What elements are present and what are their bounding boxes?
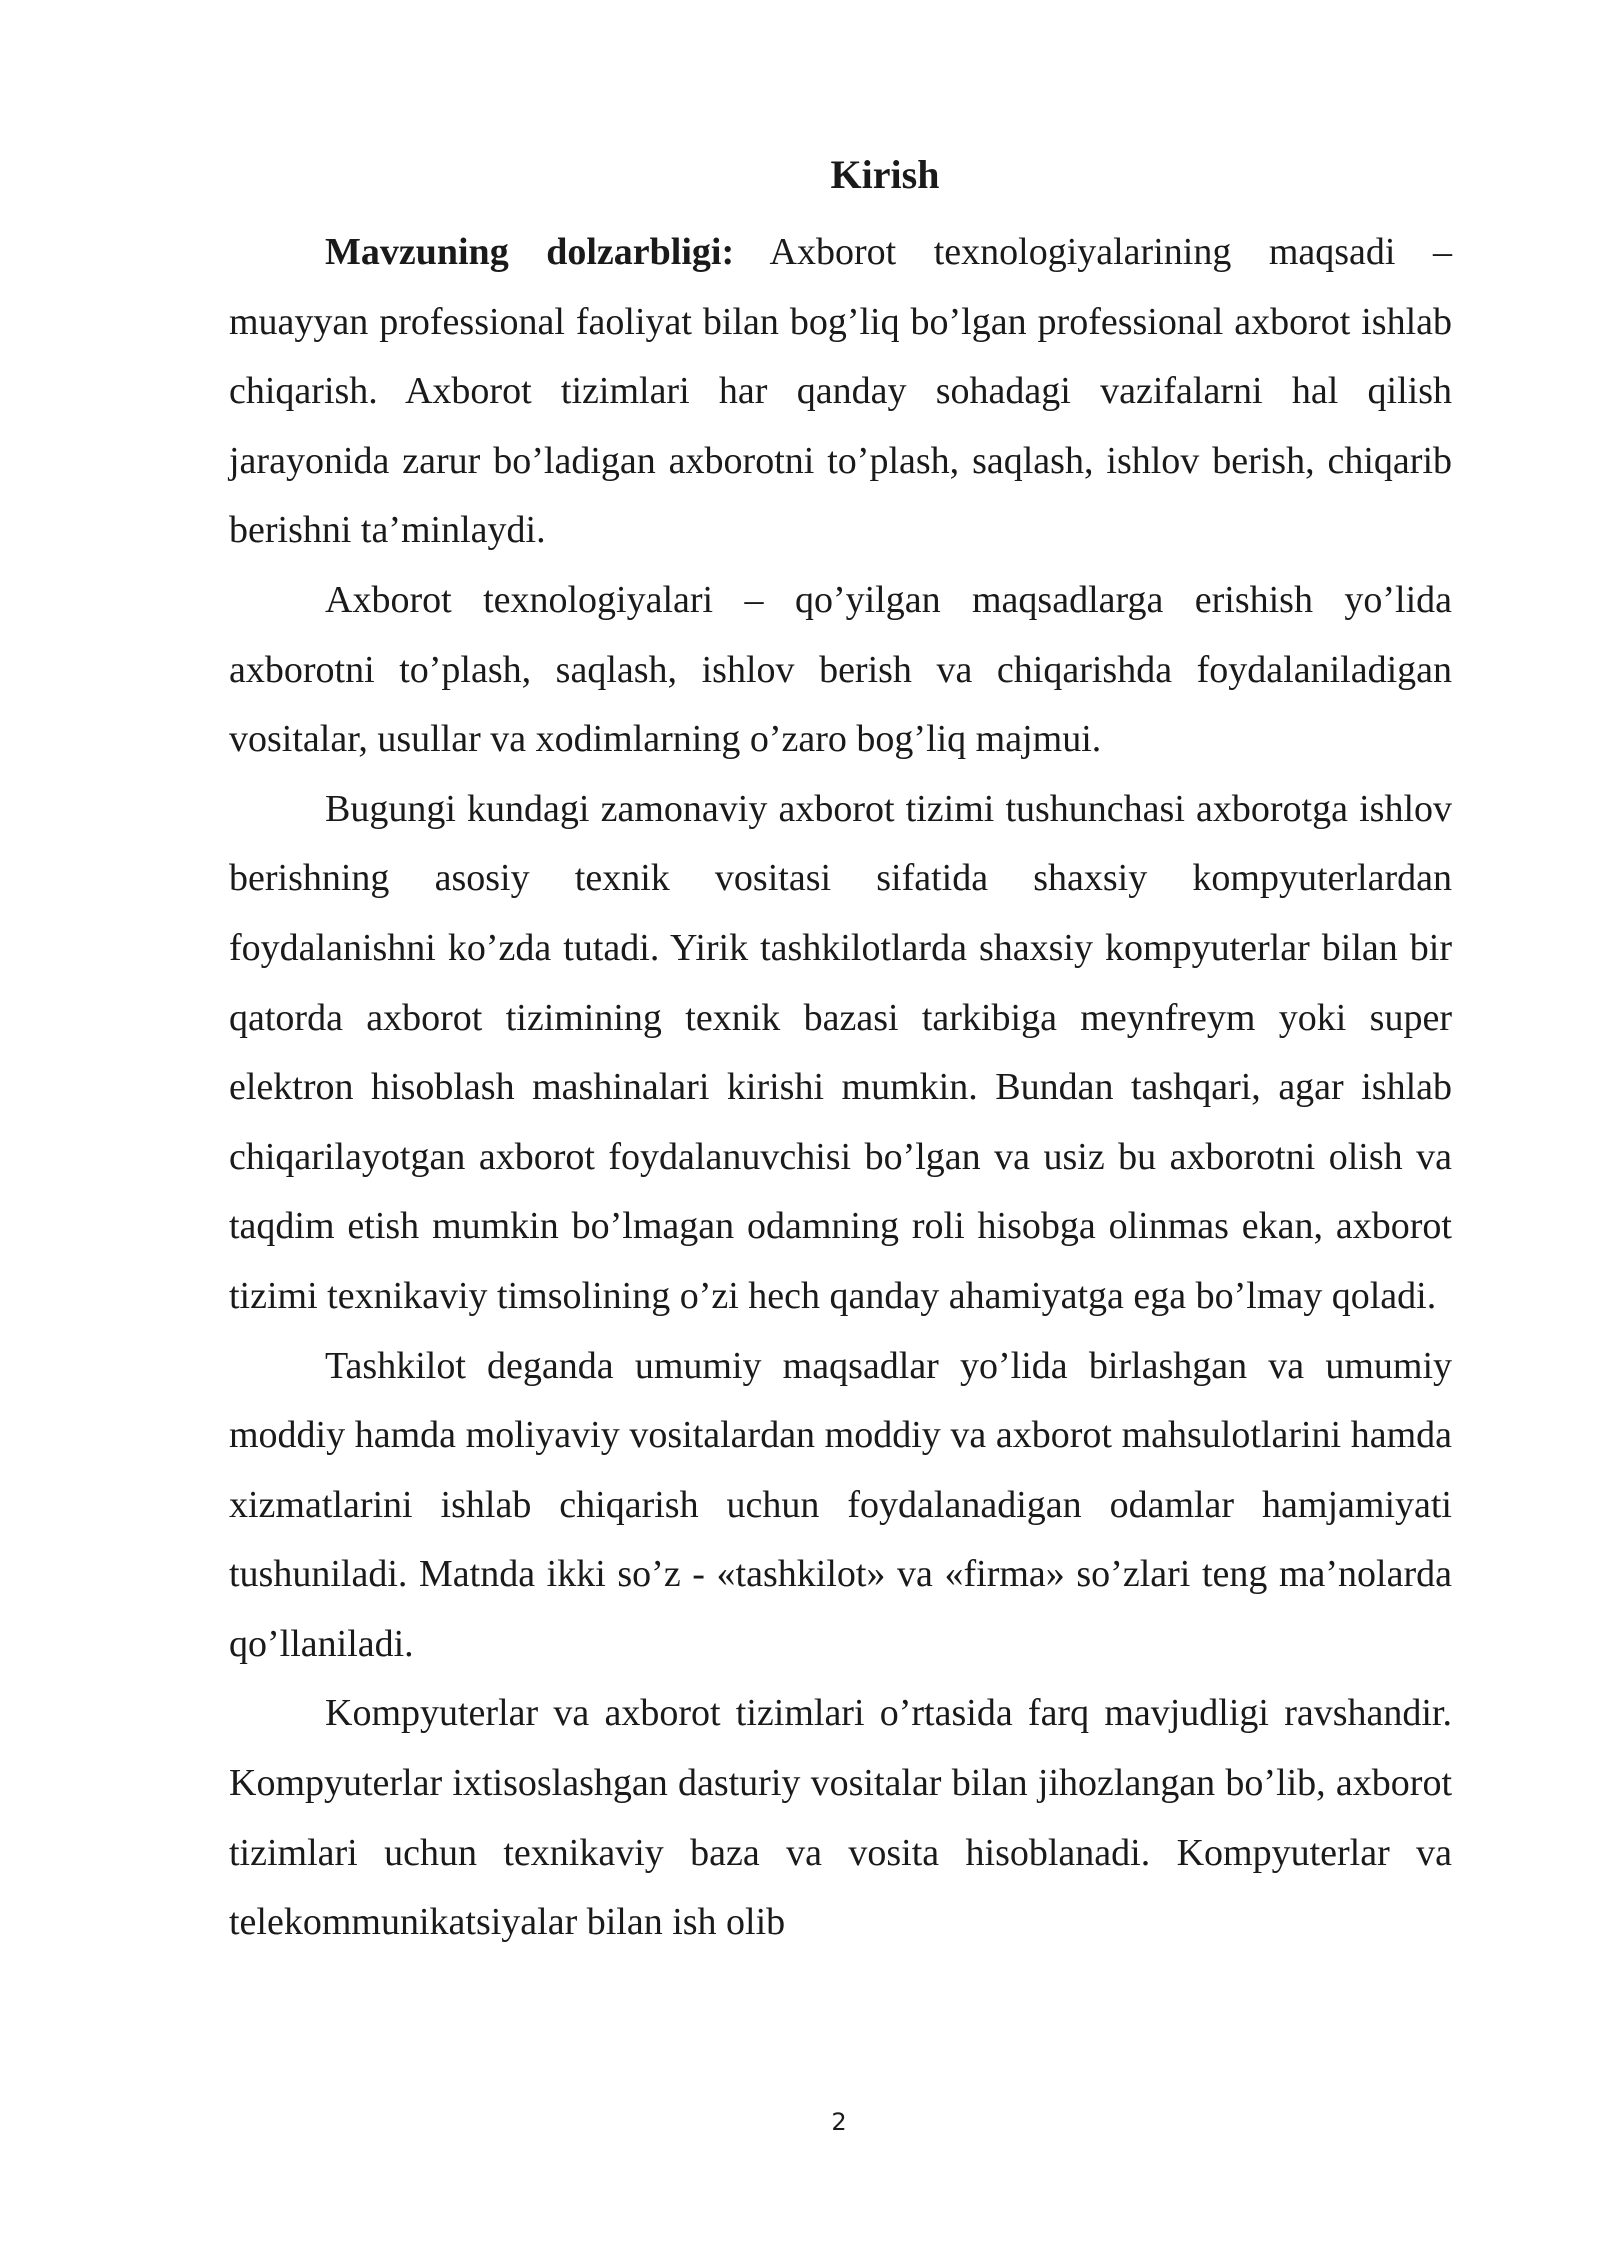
paragraph-it-definition: Axborot texnologiyalari – qo’yilgan maqsadlarga erishish yo’lida axborotni to’plash, saqlash, ishlov berish va chiqarishda foydalaniladigan vositalar, usullar va xodimlarning o’zaro bog’liq majmui. bbox=[229, 578, 1452, 761]
page-number: 2 bbox=[831, 2108, 847, 2136]
paragraph-lead: Mavzuning dolzarbligi: bbox=[325, 231, 735, 273]
paragraph-organization: Tashkilot deganda umumiy maqsadlar yo’lida birlashgan va umumiy moddiy hamda moliyaviy vositalardan moddiy va axborot mahsulotlarini hamda xizmatlarini ishlab chiqarish uchun foydalanadigan odamlar hamjamiyati tushuniladi. Matnda ikki so’z - «tashkilot» va «firma» so’zlari teng ma’nolarda qo’llaniladi. bbox=[229, 1344, 1452, 1665]
paragraph-text: Axborot texnologiyalarining maqsadi – muayyan professional faoliyat bilan bog’liq bo’lgan professional axborot ishlab chiqarish. Axborot tizimlari har qanday sohadagi vazifalarni hal qilish jarayonida zarur bo’ladigan axborotni to’plash, saqlash, ishlov berish, chiqarib berishni ta’minlaydi. bbox=[229, 231, 1453, 552]
paragraph-modern-systems: Bugungi kundagi zamonaviy axborot tizimi tushunchasi axborotga ishlov berishning asosiy texnik vositasi sifatida shaxsiy kompyuterlardan foydalanishni ko’zda tutadi. Yirik tashkilotlarda shaxsiy kompyuterlar bilan bir qatorda axborot tizimining texnik bazasi tarkibiga meynfreym yoki super elektron hisoblash mashinalari kirishi mumkin. Bundan tashqari, agar ishlab chiqarilayotgan axborot foydalanuvchisi bo’lgan va usiz bu axborotni olish va taqdim etish mumkin bo’lmagan odamning roli hisobga olinmas ekan, axborot tizimi texnikaviy timsolining o’zi hech qanday ahamiyatga ega bo’lmay qoladi. bbox=[229, 787, 1452, 1317]
page-title: Kirish bbox=[830, 152, 940, 197]
paragraph-computers: Kompyuterlar va axborot tizimlari o’rtasida farq mavjudligi ravshandir. Kompyuterlar ixtisoslashgan dasturiy vositalar bilan jihozlangan bo’lib, axborot tizimlari uchun texnikaviy baza va vosita hisoblanadi. Kompyuterlar va telekommunikatsiyalar bilan ish olib bbox=[229, 1692, 1452, 1944]
paragraph-relevance bbox=[229, 218, 1452, 566]
body-text bbox=[229, 218, 1452, 1958]
